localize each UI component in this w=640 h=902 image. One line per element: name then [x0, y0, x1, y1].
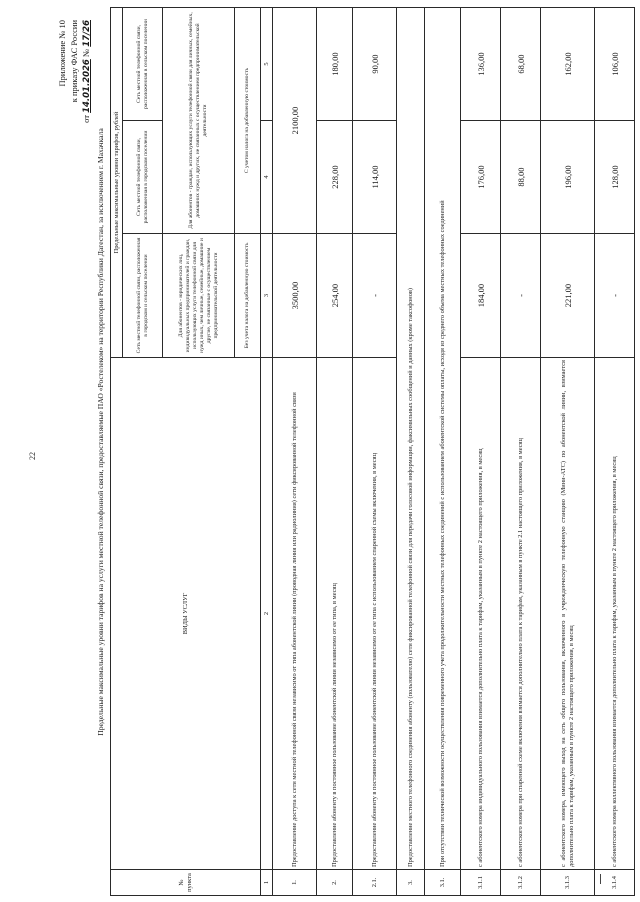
rate-value: -	[501, 234, 541, 358]
table-row	[353, 8, 397, 896]
appendix-number: Приложение № 10	[57, 20, 67, 87]
rate-value: 90,00	[353, 8, 397, 121]
scan-mark	[600, 874, 601, 884]
header-item-number: № пункта	[111, 870, 261, 896]
rate-value: 228,00	[317, 121, 353, 234]
service-text: с абонентского номера при спаренной схеме включения взимается дополнительно плата к тарифам, указанным в пункте 2.1 настоящего приложения, в месяц	[501, 358, 541, 870]
table-row	[541, 8, 595, 896]
row-number: 3.1.1	[461, 870, 501, 896]
rate-value: 180,00	[317, 8, 353, 121]
page-number: 22	[28, 452, 37, 460]
row-number: 3.1.4	[595, 870, 635, 896]
header-network-rural: Сеть местной телефонной связи, расположенная в сельском поселении	[123, 8, 163, 121]
header-without-vat: Без учета налога на добавленную стоимость	[235, 234, 261, 358]
table-row	[317, 8, 353, 896]
table-row	[461, 8, 501, 896]
service-text: с абонентского номера, имеющего выход на сеть общего пользования, включенного в учрежденческую телефонную станцию (Мини-АТС) по абонентской линии, взимается дополнительно плата к тарифам, указанным в пункте 2 настоящего приложения, в месяц	[541, 358, 595, 870]
column-index: 5	[261, 8, 273, 121]
rate-value: -	[353, 234, 397, 358]
rate-value: 254,00	[317, 234, 353, 358]
row-number: 3.1.2	[501, 870, 541, 896]
rate-value: 3500,00	[273, 234, 317, 358]
row-number: 3.	[397, 870, 425, 896]
row-number: 3.1.3	[541, 870, 595, 896]
column-index: 1	[261, 870, 273, 896]
header-network-city-rural: Сеть местной телефонной связи, расположенная в городском и сельском поселении	[123, 234, 163, 358]
row-number: 3.1.	[425, 870, 461, 896]
appendix-header	[56, 20, 93, 140]
rate-value: 88,00	[501, 121, 541, 234]
column-index: 3	[261, 234, 273, 358]
handwritten-date: 14.01.2026	[82, 59, 92, 113]
row-number: 2.	[317, 870, 353, 896]
rate-value: 184,00	[461, 234, 501, 358]
table-row	[595, 8, 635, 896]
header-legal-entities: Для абонентов - юридических лиц, индивидуальных предпринимателей и граждан, использующих услуги телефонной связи для нужд иных, чем личные, семейные, домашние и другие, не связанные с осуществлением предпринимательской деятельности	[163, 234, 235, 358]
rate-value: 106,00	[595, 8, 635, 121]
appendix-date-line	[80, 20, 93, 140]
table-row	[425, 8, 461, 896]
rate-value: 68,00	[501, 8, 541, 121]
table-row	[273, 8, 317, 896]
service-text: с абонентского номера индивидуального пользования взимается дополнительно плата к тарифам, указанным в пункте 2 настоящего приложения, в месяц	[461, 358, 501, 870]
rate-value: 176,00	[461, 121, 501, 234]
service-text: с абонентского номера коллективного пользования взимается дополнительно плата к тарифам, указанным в пункте 2 настоящего приложения, в месяц	[595, 358, 635, 870]
column-index: 2	[261, 358, 273, 870]
number-prefix: №	[81, 48, 91, 58]
header-network-city: Сеть местной телефонной связи, расположенная в городском поселении	[123, 121, 163, 234]
rate-value: 136,00	[461, 8, 501, 121]
header-citizens: Для абонентов - граждан, использующих услуги телефонной связи для личных, семейных, домашних нужд и других, не связанных с осуществлением предпринимательской деятельности	[163, 8, 235, 234]
handwritten-number: 17/26	[82, 20, 92, 47]
table-row	[397, 8, 425, 896]
header-with-vat: С учетом налога на добавленную стоимость	[235, 8, 261, 234]
rate-value: 162,00	[541, 8, 595, 121]
header-rates-group: Предельные максимальные уровни тарифов, рублей	[111, 8, 123, 358]
table-row	[501, 8, 541, 896]
rate-value: 196,00	[541, 121, 595, 234]
section-text: Предоставление местного телефонного соединения абоненту (пользователю) сети фиксированной телефонной связи для передачи голосовой информации, факсимильных сообщений и данных (кроме таксофонов)	[397, 8, 425, 870]
column-index: 4	[261, 121, 273, 234]
document-title: Предельные максимальные уровни тарифов на услуги местной телефонной связи, предоставляемые ПАО «Ростелеком» на территории Республики Дагестан, за исключением г. Махачкала	[96, 128, 105, 736]
row-number: 2.1.	[353, 870, 397, 896]
service-text: Предоставление абоненту в постоянное пользование абонентской линии независимо от ее типа, в месяц	[317, 358, 353, 870]
tariff-table	[110, 7, 635, 896]
rate-value: 114,00	[353, 121, 397, 234]
rate-value: 128,00	[595, 121, 635, 234]
row-number: 1.	[273, 870, 317, 896]
rate-value: 2100,00	[273, 8, 317, 234]
date-prefix: от	[81, 115, 91, 123]
header-services: ВИДЫ УСЛУГ	[111, 358, 261, 870]
rate-value: -	[595, 234, 635, 358]
section-text: При отсутствии технической возможности осуществления повременного учета продолжительности местных телефонных соединений с использованием абонентской системы оплаты, исходя из среднего объема местных телефонных соединений	[425, 8, 461, 870]
rate-value: 221,00	[541, 234, 595, 358]
appendix-order: к приказу ФАС России	[69, 20, 79, 103]
service-text: Предоставление абоненту в постоянное пользование абонентской линии независимо от ее типа с использованием спаренной схемы включения, в месяц	[353, 358, 397, 870]
service-text: Предоставление доступа к сети местной телефонной связи независимо от типа абонентской линии (проводная линия или радиолиния) сети фиксированной телефонной связи	[273, 358, 317, 870]
